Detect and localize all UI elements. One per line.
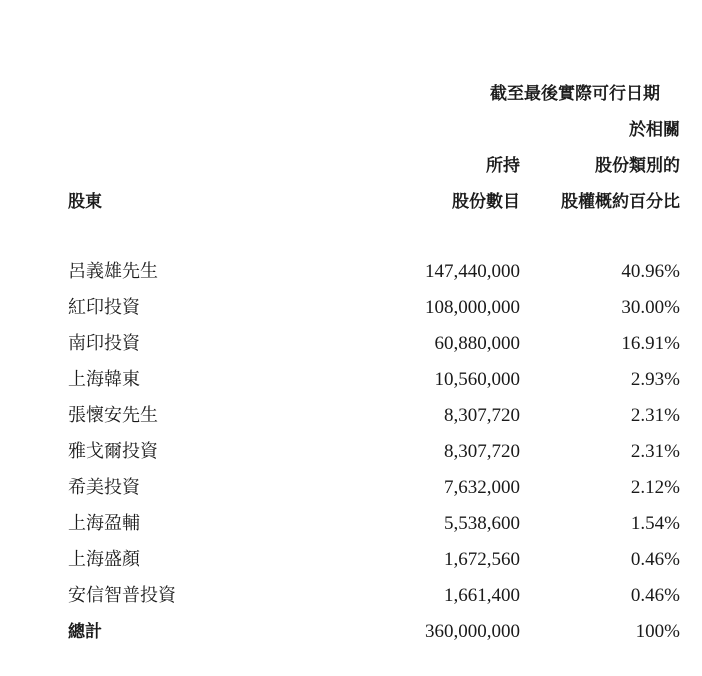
table-row — [0, 474, 702, 510]
shareholding-percentage: 2.12% — [630, 477, 680, 498]
shareholding-percentage: 30.00% — [621, 297, 680, 318]
total-share-count: 360,000,000 — [425, 621, 520, 642]
table-body — [0, 258, 702, 654]
total-row — [0, 618, 702, 654]
table-row — [0, 546, 702, 582]
shareholder-name: 上海盈輔 — [68, 513, 140, 534]
shareholding-percentage: 2.31% — [630, 405, 680, 426]
shareholder-name: 呂義雄先生 — [68, 261, 158, 282]
share-count: 60,880,000 — [434, 333, 520, 354]
shareholder-name: 雅戈爾投資 — [68, 441, 158, 462]
table-row — [0, 438, 702, 474]
shareholding-percentage: 0.46% — [630, 585, 680, 606]
share-count: 5,538,600 — [444, 513, 520, 534]
shareholding-percentage: 0.46% — [630, 549, 680, 570]
header-percentage-line1: 於相關 — [629, 120, 680, 140]
shareholding-percentage: 40.96% — [621, 261, 680, 282]
share-count: 8,307,720 — [444, 441, 520, 462]
shareholding-percentage: 2.93% — [630, 369, 680, 390]
table-row — [0, 330, 702, 366]
shareholding-percentage: 2.31% — [630, 441, 680, 462]
table-row — [0, 294, 702, 330]
header-shares-line2: 股份數目 — [452, 192, 520, 212]
header-percentage-line2: 股份類別的 — [595, 156, 680, 176]
table-row — [0, 258, 702, 294]
shareholding-percentage: 16.91% — [621, 333, 680, 354]
header-shares-line1: 所持 — [486, 156, 520, 176]
share-count: 108,000,000 — [425, 297, 520, 318]
table-row — [0, 366, 702, 402]
shareholder-name: 紅印投資 — [68, 297, 140, 318]
share-count: 8,307,720 — [444, 405, 520, 426]
shareholder-name: 南印投資 — [68, 333, 140, 354]
shareholder-name: 上海盛顏 — [68, 549, 140, 570]
share-count: 10,560,000 — [434, 369, 520, 390]
total-label: 總計 — [68, 622, 102, 642]
shareholder-name: 張懷安先生 — [68, 405, 158, 426]
share-count: 1,661,400 — [444, 585, 520, 606]
shareholder-name: 希美投資 — [68, 477, 140, 498]
share-count: 147,440,000 — [425, 261, 520, 282]
header-percentage-line3: 股權概約百分比 — [561, 192, 680, 212]
share-count: 7,632,000 — [444, 477, 520, 498]
share-count: 1,672,560 — [444, 549, 520, 570]
shareholder-name: 上海韓東 — [68, 369, 140, 390]
table-row — [0, 582, 702, 618]
header-shareholder: 股東 — [68, 192, 102, 212]
total-percentage: 100% — [635, 621, 680, 642]
table-row — [0, 510, 702, 546]
shareholding-percentage: 1.54% — [630, 513, 680, 534]
header-date-label: 截至最後實際可行日期 — [490, 84, 660, 104]
shareholder-name: 安信智普投資 — [68, 585, 176, 606]
table-row — [0, 402, 702, 438]
